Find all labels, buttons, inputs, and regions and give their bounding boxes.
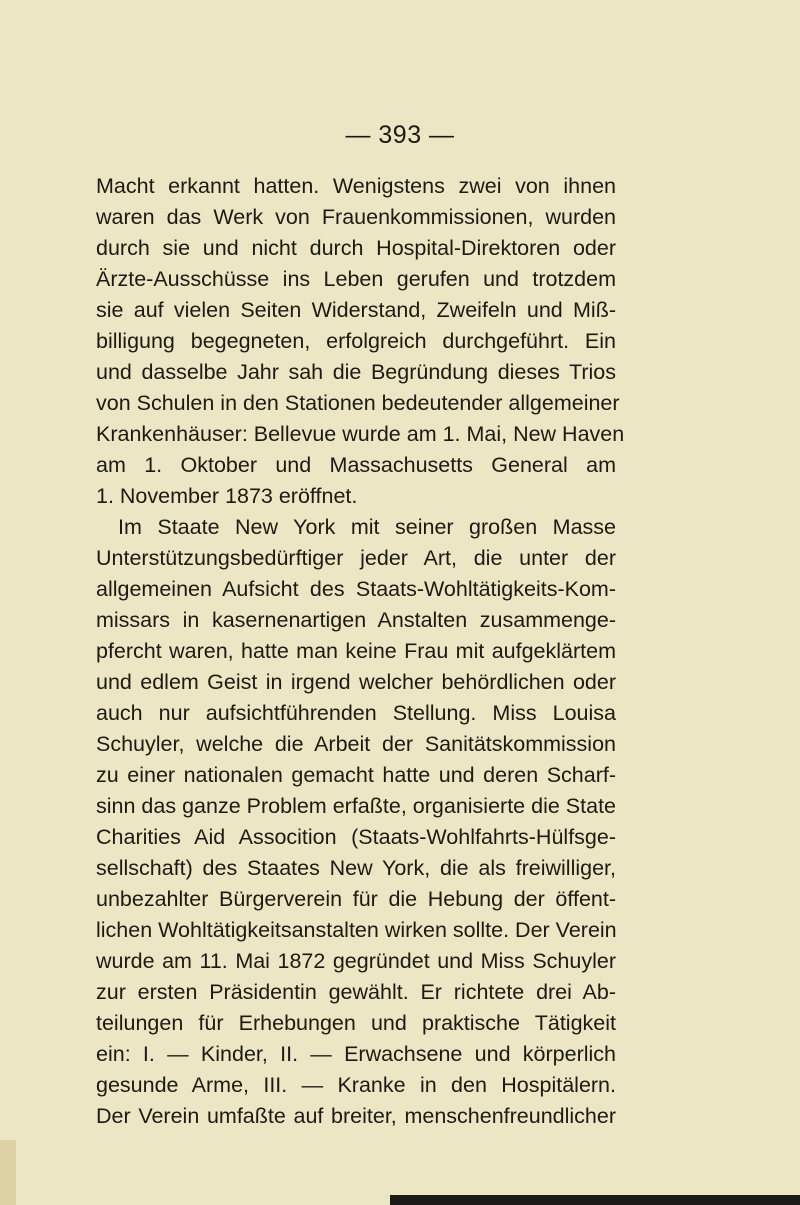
text-line: lichen Wohltätigkeitsanstalten wirken sollte. Der Verein bbox=[96, 918, 617, 942]
text-line: pfercht waren, hatte man keine Frau mit aufgeklärtem bbox=[96, 639, 616, 663]
text-line: missars in kasernenartigen Anstalten zusammenge- bbox=[96, 608, 616, 632]
text-line: auch nur aufsichtführenden Stellung. Miss Louisa bbox=[96, 701, 616, 725]
text-line: billigung begegneten, erfolgreich durchgeführt. Ein bbox=[96, 329, 616, 353]
scan-edge-bar bbox=[390, 1195, 800, 1205]
text-line: Schuyler, welche die Arbeit der Sanitätskommission bbox=[96, 732, 616, 756]
text-line: sinn das ganze Problem erfaßte, organisierte die State bbox=[96, 794, 616, 818]
text-line: sie auf vielen Seiten Widerstand, Zweifeln und Miß- bbox=[96, 298, 616, 322]
text-line: sellschaft) des Staates New York, die als freiwilliger, bbox=[96, 856, 616, 880]
text-line: Macht erkannt hatten. Wenigstens zwei von ihnen bbox=[96, 174, 616, 198]
text-line: Ärzte-Ausschüsse ins Leben gerufen und trotzdem bbox=[96, 267, 616, 291]
text-line: Der Verein umfaßte auf breiter, menschenfreundlicher bbox=[96, 1104, 616, 1128]
page-edge-shadow bbox=[0, 1140, 16, 1205]
text-line: gesunde Arme, III. — Kranke in den Hospitälern. bbox=[96, 1073, 616, 1097]
body-text bbox=[96, 171, 625, 1132]
text-line: 1. November 1873 eröffnet. bbox=[96, 484, 358, 508]
text-line: wurde am 11. Mai 1872 gegründet und Miss Schuyler bbox=[96, 949, 616, 973]
text-line: von Schulen in den Stationen bedeutender allgemeiner bbox=[96, 391, 620, 415]
text-line: und dasselbe Jahr sah die Begründung dieses Trios bbox=[96, 360, 616, 384]
text-line: Krankenhäuser: Bellevue wurde am 1. Mai, New Haven bbox=[96, 422, 625, 446]
page-number: — 393 — bbox=[345, 121, 455, 149]
text-line: und edlem Geist in irgend welcher behördlichen oder bbox=[96, 670, 616, 694]
text-line: zur ersten Präsidentin gewählt. Er richtete drei Ab- bbox=[96, 980, 616, 1004]
text-line: Unterstützungsbedürftiger jeder Art, die unter der bbox=[96, 546, 616, 570]
text-line: durch sie und nicht durch Hospital-Direktoren oder bbox=[96, 236, 616, 260]
text-line: ein: I. — Kinder, II. — Erwachsene und körperlich bbox=[96, 1042, 616, 1066]
text-line: teilungen für Erhebungen und praktische Tätigkeit bbox=[96, 1011, 616, 1035]
text-line: zu einer nationalen gemacht hatte und deren Scharf- bbox=[96, 763, 616, 787]
text-line: unbezahlter Bürgerverein für die Hebung der öffent- bbox=[96, 887, 616, 911]
text-line: waren das Werk von Frauenkommissionen, wurden bbox=[96, 205, 616, 229]
text-line: allgemeinen Aufsicht des Staats-Wohltätigkeits-Kom- bbox=[96, 577, 616, 601]
text-line: am 1. Oktober und Massachusetts General am bbox=[96, 453, 616, 477]
text-line: Im Staate New York mit seiner großen Masse bbox=[118, 515, 616, 539]
text-line: Charities Aid Assocition (Staats-Wohlfahrts-Hülfsge- bbox=[96, 825, 616, 849]
